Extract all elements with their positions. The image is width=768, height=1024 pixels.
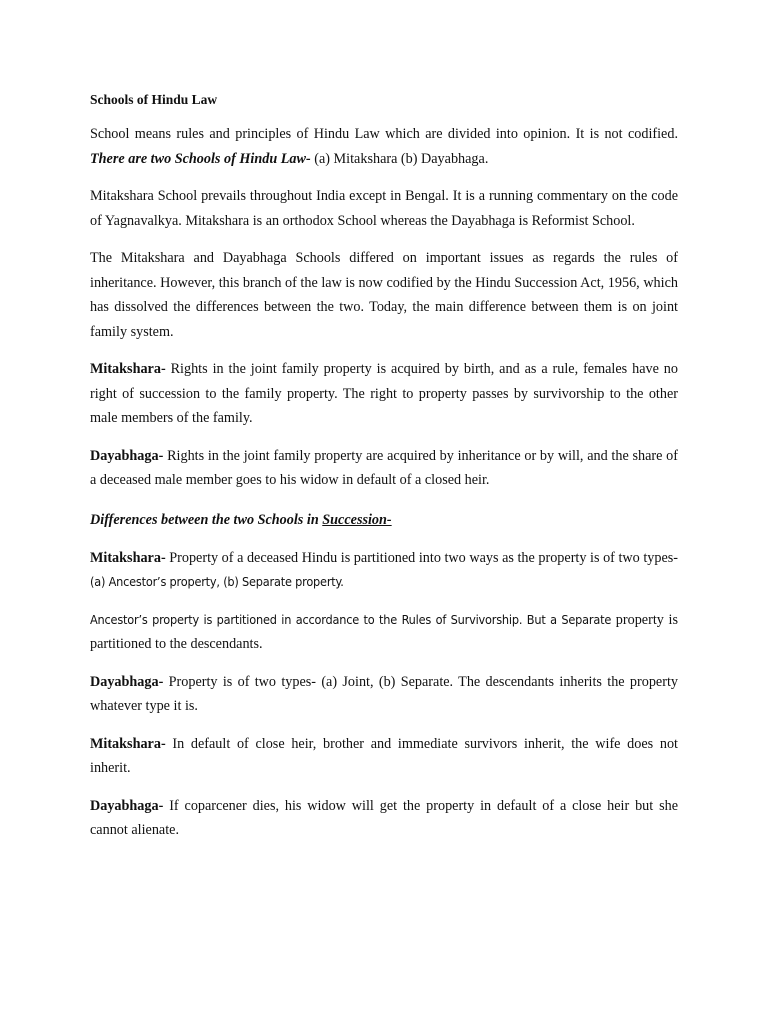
dayabhaga-rights-text: Rights in the joint family property are acquired by inheritance or by will, and the share of a deceased male member goes to his widow in default of a closed heir. bbox=[90, 447, 678, 488]
dayabhaga-heir-paragraph bbox=[90, 794, 678, 843]
mitakshara-succession-paragraph bbox=[90, 546, 678, 595]
dayabhaga-heir-label: Dayabhaga- bbox=[90, 797, 164, 814]
mitakshara-label: Mitakshara- bbox=[90, 361, 166, 377]
mitakshara-heir-label: Mitakshara- bbox=[90, 735, 166, 752]
dayabhaga-succession-paragraph bbox=[90, 670, 678, 719]
intro-tail: (a) Mitakshara (b) Dayabhaga. bbox=[310, 150, 489, 167]
intro-emphasis: There are two Schools of Hindu Law- bbox=[90, 150, 311, 167]
succession-heading-prefix: Differences between the two Schools in bbox=[90, 511, 323, 528]
mitakshara-overview-paragraph: Mitakshara School prevails throughout India except in Bengal. It is a running commentary on the code of Yagnavalkya. Mitakshara is an orthodox School whereas the Dayabhaga is Reformist School. bbox=[90, 188, 678, 229]
succession-differences-heading bbox=[90, 508, 678, 532]
dayabhaga-rights-paragraph bbox=[90, 444, 678, 493]
mitakshara-succession-types: (a) Ancestor’s property, (b) Separate property. bbox=[90, 574, 344, 589]
dayabhaga-succession-text: Property is of two types- (a) Joint, (b) Separate. The descendants inherits the property whatever type it is. bbox=[90, 673, 678, 714]
mitakshara-rights-text: Rights in the joint family property is acquired by birth, and as a rule, females have no right of succession to the family property. The right to property passes by survivorship to the other male members of the family. bbox=[90, 361, 678, 426]
dayabhaga-label: Dayabhaga- bbox=[90, 447, 164, 464]
ancestor-property-paragraph bbox=[90, 608, 678, 657]
dayabhaga-succession-label: Dayabhaga- bbox=[90, 673, 164, 690]
mitakshara-heir-text: In default of close heir, brother and immediate survivors inherit, the wife does not inherit. bbox=[90, 735, 678, 776]
intro-paragraph bbox=[90, 122, 678, 171]
document-page bbox=[90, 88, 678, 856]
schools-differences-paragraph: The Mitakshara and Dayabhaga Schools differed on important issues as regards the rules of inheritance. However, this branch of the law is now codified by the Hindu Succession Act, 1956, which has dissolved the differences between the two. Today, the main difference between them is on joint family system. bbox=[90, 250, 678, 340]
intro-text: School means rules and principles of Hindu Law which are divided into opinion. It is not codified. bbox=[90, 126, 678, 142]
document-title: Schools of Hindu Law bbox=[90, 92, 218, 107]
succession-heading-underlined: Succession- bbox=[322, 511, 392, 528]
mitakshara-succession-label: Mitakshara- bbox=[90, 549, 166, 566]
ancestor-property-text: Ancestor’s property is partitioned in accordance to the Rules of Survivorship. But a Separate bbox=[90, 611, 612, 627]
separate-property-text: property is partitioned to the descendants. bbox=[90, 611, 678, 652]
mitakshara-heir-paragraph bbox=[90, 732, 678, 781]
mitakshara-succession-text: Property of a deceased Hindu is partitioned into two ways as the property is of two types- bbox=[165, 549, 678, 566]
dayabhaga-heir-text: If coparcener dies, his widow will get the property in default of a close heir but she cannot alienate. bbox=[90, 797, 678, 838]
mitakshara-rights-paragraph bbox=[90, 357, 678, 431]
